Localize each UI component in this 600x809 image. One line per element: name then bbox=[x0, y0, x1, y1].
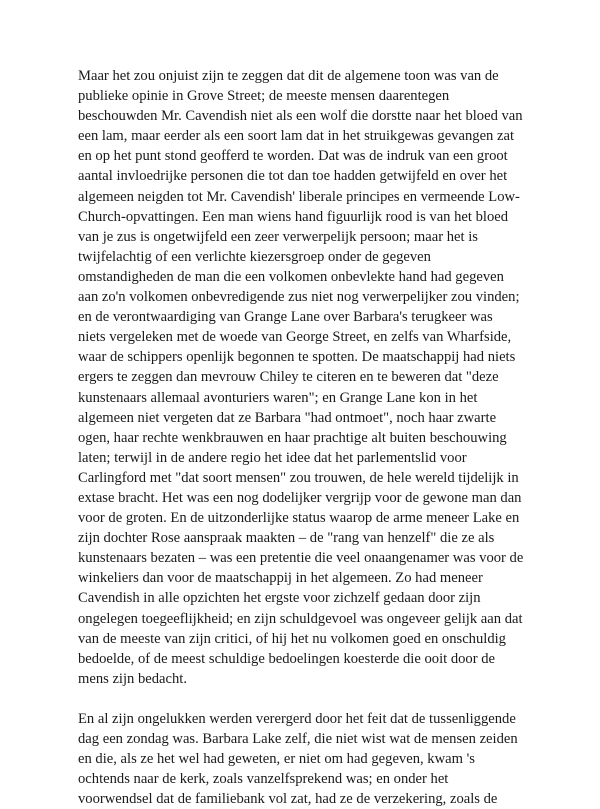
text-line: Church-opvattingen. Een man wiens hand figuurlijk rood is van het bloed bbox=[78, 208, 509, 225]
text-line: en op het punt stond geofferd te worden. Dat was de indruk van een groot bbox=[78, 148, 508, 165]
text-line: kunstenaars allemaal avonturiers waren"; en Grange Lane kon in het bbox=[78, 389, 478, 406]
text-line: algemeen neigden tot Mr. Cavendish' liberale principes en vermeende Low- bbox=[78, 188, 520, 205]
paragraph-2 bbox=[78, 709, 534, 809]
text-line: en die, als ze het wel had geweten, er niet om had gegeven, kwam 's bbox=[78, 751, 475, 768]
text-line: extase bracht. Het was een nog dodelijker vergrijp voor de gewone man dan bbox=[78, 489, 522, 506]
text-line: mens zijn bedacht. bbox=[78, 670, 188, 687]
text-line: Maar het zou onjuist zijn te zeggen dat dit de algemene toon was van de bbox=[78, 68, 499, 84]
text-line: omstandigheden de man die een volkomen onbevlekte hand had gegeven bbox=[78, 268, 504, 285]
text-line: voorwendsel dat de familiebank vol zat, had ze de verzekering, zoals de bbox=[78, 791, 498, 808]
text-line: Carlingford met "dat soort mensen" zou trouwen, de hele wereld tijdelijk in bbox=[78, 469, 519, 486]
text-line: kunstenaars bezaten – was een pretentie die veel onaangenamer was voor de bbox=[78, 550, 524, 567]
text-line: van de meeste van zijn critici, of hij het nu volkomen goed en onschuldig bbox=[78, 630, 506, 647]
text-line: ochtends naar de kerk, zoals vanzelfsprekend was; en onder het bbox=[78, 771, 449, 788]
text-line: waar de schippers openlijk begonnen te spotten. De maatschappij had niets bbox=[78, 349, 516, 366]
text-line: bedoelde, of de meest schuldige bedoelingen koesterde die ooit door de bbox=[78, 650, 496, 667]
text-line: een lam, maar eerder als een soort lam dat in het struikgewas gevangen zat bbox=[78, 128, 515, 145]
text-line: van je zus is ongetwijfeld een zeer verwerpelijk persoon; maar het is bbox=[78, 228, 478, 245]
text-line: aan zo'n volkomen onbevredigende zus niet nog verwerpelijker zou vinden; bbox=[78, 289, 520, 306]
text-line: ongelegen toegeeflijkheid; en zijn schuldgevoel was ongeveer gelijk aan dat bbox=[78, 610, 523, 627]
text-line: dag een zondag was. Barbara Lake zelf, die niet wist wat de mensen zeiden bbox=[78, 731, 518, 747]
text-line: En al zijn ongelukken werden verergerd door het feit dat de tussenliggende bbox=[78, 710, 516, 727]
text-line: en de verontwaardiging van Grange Lane over Barbara's terugkeer was bbox=[78, 309, 493, 326]
text-line: laten; terwijl in de andere regio het idee dat het parlementslid voor bbox=[78, 449, 467, 466]
text-line: algemeen niet vergeten dat ze Barbara "had ontmoet", noch haar zwarte bbox=[78, 409, 497, 426]
text-line: niets vergeleken met de woede van George Street, en zelfs van Wharfside, bbox=[78, 329, 512, 346]
text-line: ogen, haar rechte wenkbrauwen en haar prachtige alt buiten beschouwing bbox=[78, 429, 507, 446]
text-line: ergers te zeggen dan mevrouw Chiley te citeren en te beweren dat "deze bbox=[78, 369, 499, 386]
text-line: Cavendish in alle opzichten het ergste voor zichzelf gedaan door zijn bbox=[78, 590, 481, 607]
text-line: voor de groten. En de uitzonderlijke status waarop de arme meneer Lake en bbox=[78, 510, 520, 527]
text-line: beschouwden Mr. Cavendish niet als een wolf die dorstte naar het bloed van bbox=[78, 108, 523, 125]
text-line: zijn dochter Rose aanspraak maakten – de "rang van henzelf" die ze als bbox=[78, 530, 495, 547]
text-line: winkeliers dan voor de maatschappij in het algemeen. Zo had meneer bbox=[78, 570, 483, 587]
text-line: publieke opinie in Grove Street; de meeste mensen daarentegen bbox=[78, 88, 450, 105]
text-line: aantal invloedrijke personen die tot dan toe hadden getwijfeld en over het bbox=[78, 168, 508, 185]
body-text bbox=[78, 66, 534, 809]
text-line: twijfelachtig of een verlichte kiezersgroep onder de gegeven bbox=[78, 248, 431, 265]
paragraph-1 bbox=[78, 66, 534, 689]
